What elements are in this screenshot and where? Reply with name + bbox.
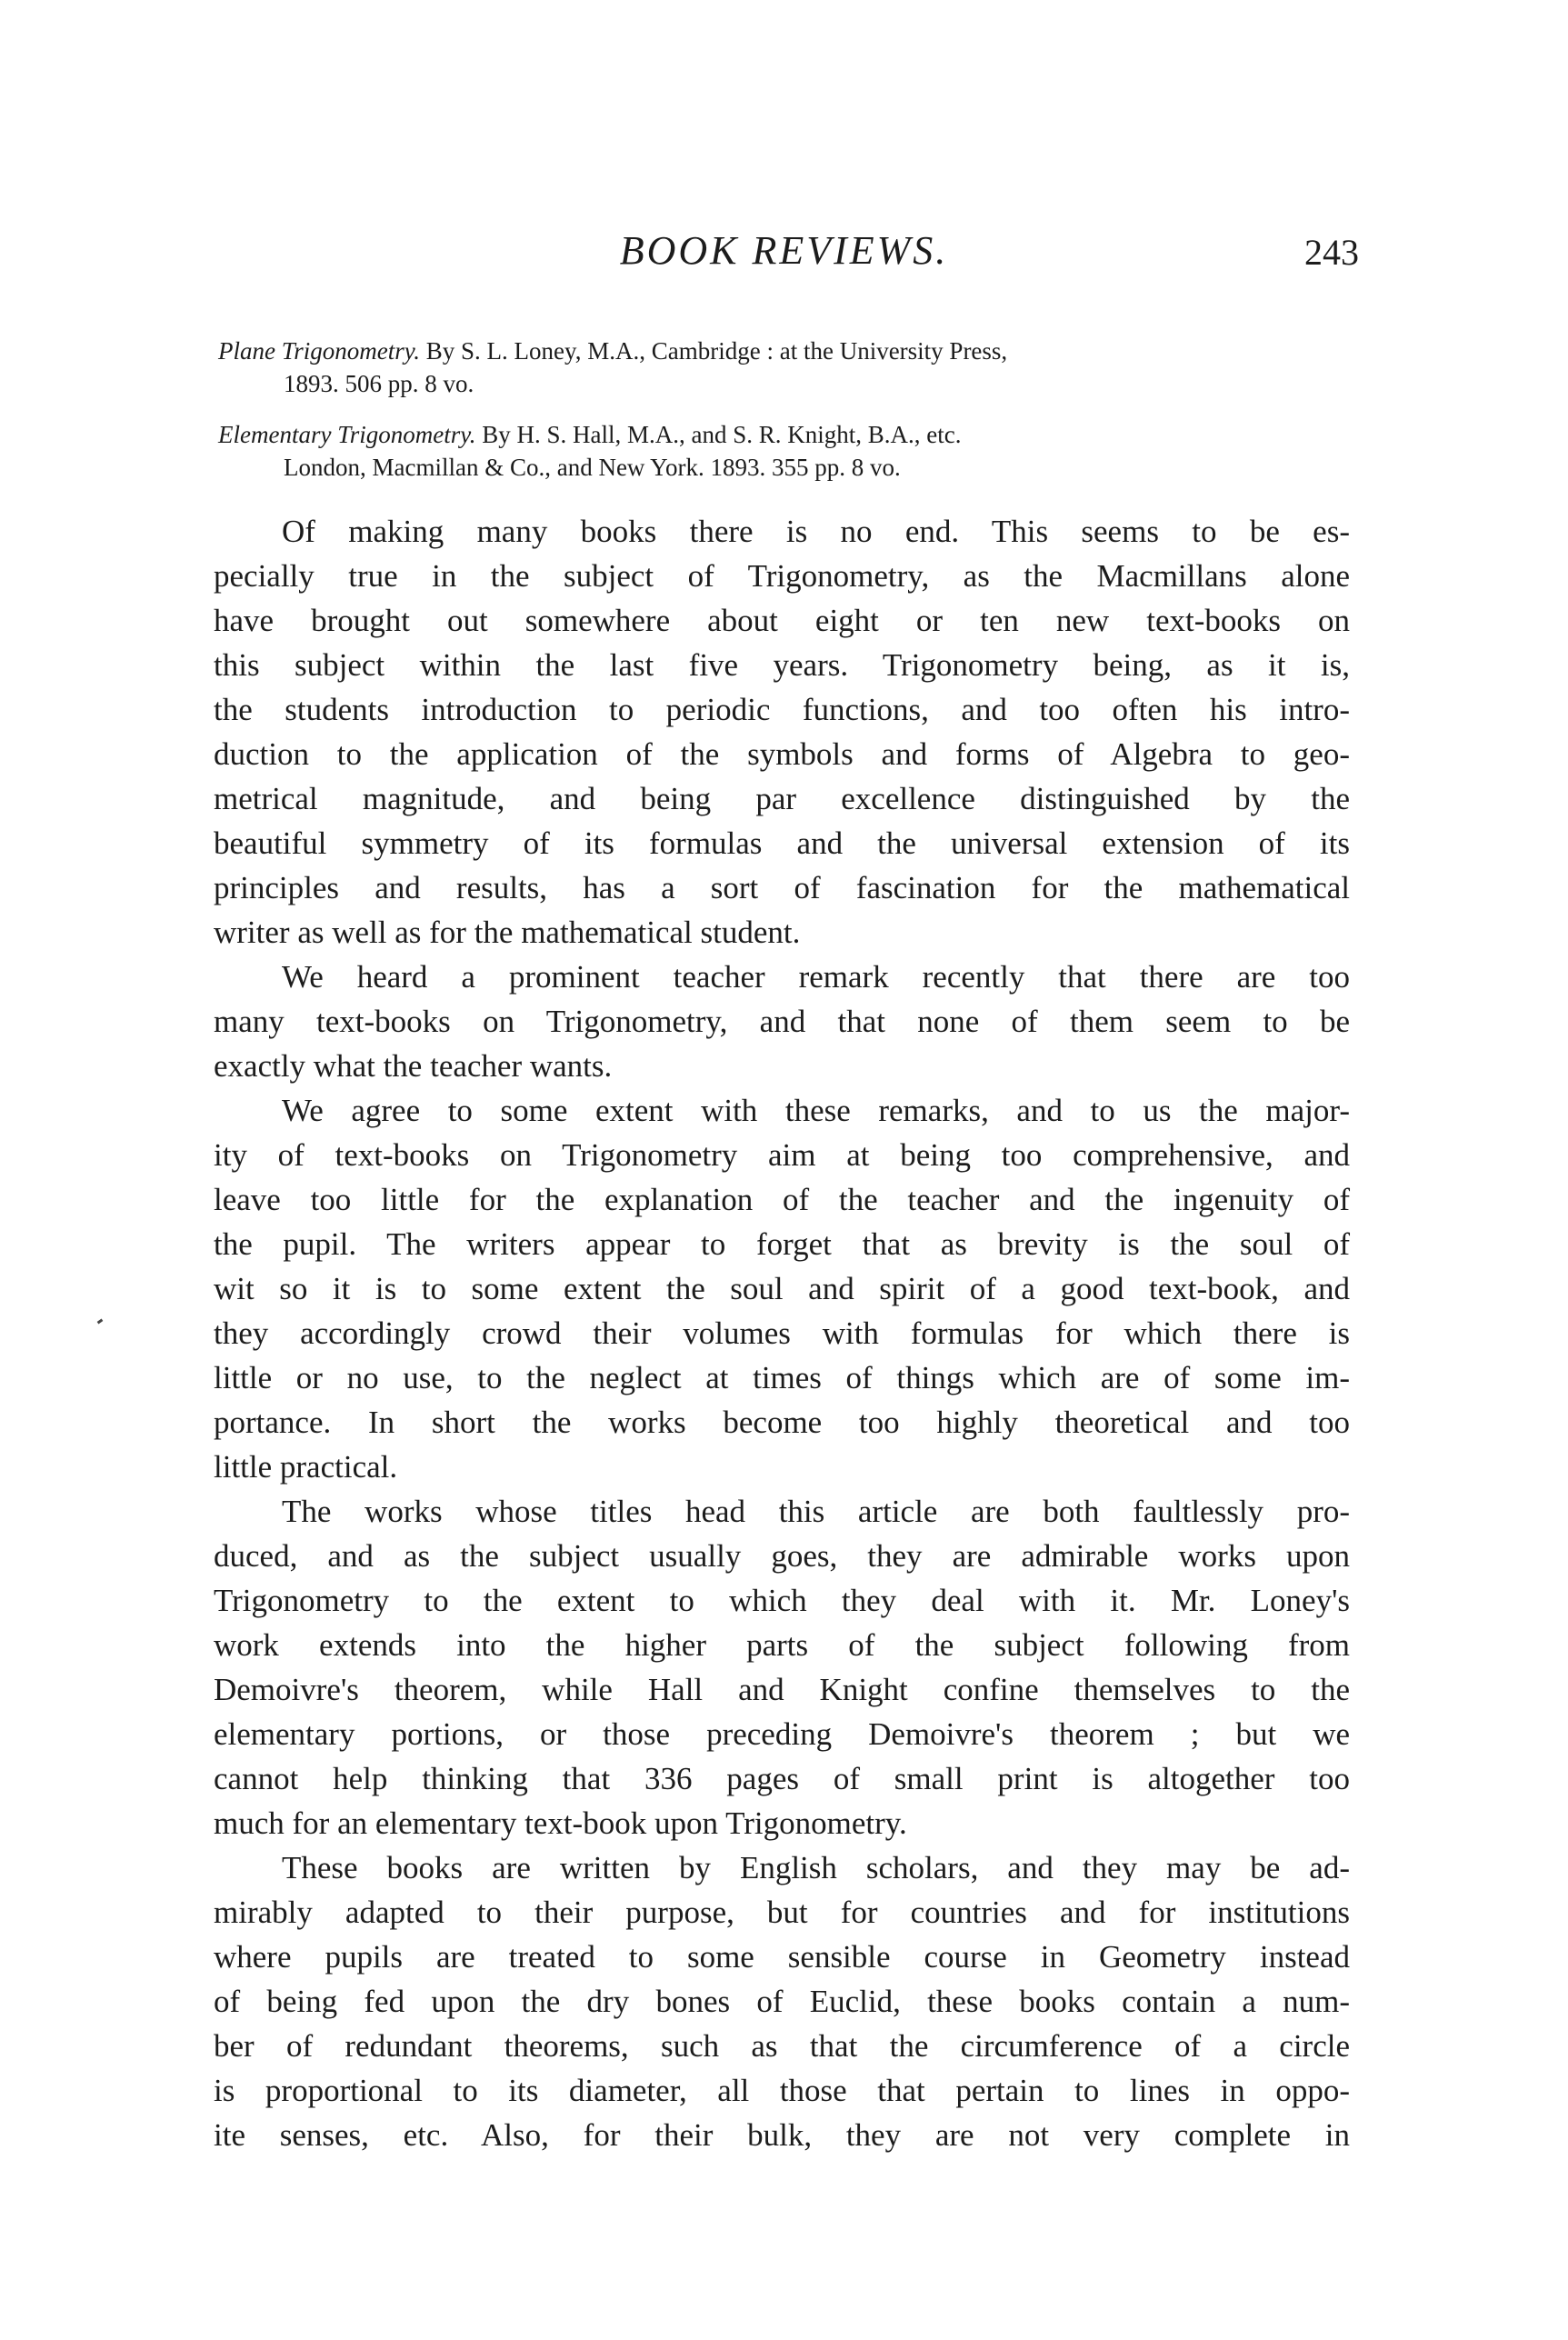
paragraph-3	[214, 1088, 1350, 1489]
text-line: The works whose titles head this article are both faultlessly pro-	[282, 1494, 1350, 1529]
text-line: We heard a prominent teacher remark recently that there are too	[282, 959, 1350, 995]
text-line: metrical magnitude, and being par excellence distinguished by the	[214, 781, 1350, 816]
text-line: little or no use, to the neglect at times of things which are of some im-	[214, 1360, 1350, 1395]
text-line: many text-books on Trigonometry, and that none of them seem to be	[214, 1004, 1350, 1039]
citation-publication: 1893. 506 pp. 8 vo.	[284, 370, 474, 397]
text-line: exactly what the teacher wants.	[214, 1048, 613, 1084]
text-line: beautiful symmetry of its formulas and the universal extension of its	[214, 825, 1350, 861]
text-line: Demoivre's theorem, while Hall and Knight confine themselves to the	[214, 1672, 1350, 1707]
text-line: duction to the application of the symbols and forms of Algebra to geo-	[214, 736, 1350, 772]
citation-loney	[218, 335, 1345, 400]
text-line: this subject within the last five years. Trigonometry being, as it is,	[214, 647, 1350, 683]
text-line: These books are written by English scholars, and they may be ad-	[282, 1850, 1350, 1885]
text-line: the pupil. The writers appear to forget that as brevity is the soul of	[214, 1226, 1350, 1262]
text-line: where pupils are treated to some sensible course in Geometry instead	[214, 1939, 1350, 1975]
paragraph-4	[214, 1489, 1350, 1845]
text-line: ite senses, etc. Also, for their bulk, they are not very complete in	[214, 2117, 1350, 2153]
text-line: principles and results, has a sort of fascination for the mathematical	[214, 870, 1350, 905]
text-line: the students introduction to periodic functions, and too often his intro-	[214, 692, 1350, 727]
running-title: BOOK REVIEWS.	[619, 228, 949, 273]
paragraph-2	[214, 955, 1350, 1088]
citation-details: By H. S. Hall, M.A., and S. R. Knight, B.A., etc.	[475, 421, 962, 448]
text-line: We agree to some extent with these remarks, and to us the major-	[282, 1093, 1350, 1128]
text-line: little practical.	[214, 1449, 398, 1485]
text-line: wit so it is to some extent the soul and spirit of a good text-book, and	[214, 1271, 1350, 1306]
paragraph-1	[214, 509, 1350, 955]
text-line: leave too little for the explanation of the teacher and the ingenuity of	[214, 1182, 1350, 1217]
text-line: writer as well as for the mathematical student.	[214, 915, 801, 950]
text-line: Trigonometry to the extent to which they deal with it. Mr. Loney's	[214, 1583, 1350, 1618]
page-header	[209, 227, 1359, 291]
text-line: of being fed upon the dry bones of Euclid, these books contain a num-	[214, 1984, 1350, 2019]
text-line: ber of redundant theorems, such as that the circumference of a circle	[214, 2028, 1350, 2064]
text-line: ity of text-books on Trigonometry aim at being too comprehensive, and	[214, 1137, 1350, 1173]
citation-title: Elementary Trigonometry.	[218, 421, 476, 448]
citation-hall-knight	[218, 418, 1345, 484]
text-line: cannot help thinking that 336 pages of small print is altogether too	[214, 1761, 1350, 1796]
paragraph-5	[214, 1845, 1350, 2157]
text-line: much for an elementary text-book upon Trigonometry.	[214, 1805, 907, 1841]
page-number: 243	[1304, 232, 1359, 273]
text-line: pecially true in the subject of Trigonometry, as the Macmillans alone	[214, 558, 1350, 594]
margin-mark	[97, 1319, 104, 1325]
text-line: duced, and as the subject usually goes, they are admirable works upon	[214, 1538, 1350, 1574]
text-line: portance. In short the works become too highly theoretical and too	[214, 1405, 1350, 1440]
citation-publication: London, Macmillan & Co., and New York. 1893. 355 pp. 8 vo.	[284, 454, 901, 481]
text-line: Of making many books there is no end. This seems to be es-	[282, 514, 1350, 549]
text-line: elementary portions, or those preceding Demoivre's theorem ; but we	[214, 1716, 1350, 1752]
text-line: mirably adapted to their purpose, but for countries and for institutions	[214, 1895, 1350, 1930]
text-line: they accordingly crowd their volumes with formulas for which there is	[214, 1315, 1350, 1351]
citation-title: Plane Trigonometry.	[218, 337, 420, 365]
text-line: have brought out somewhere about eight or ten new text-books on	[214, 603, 1350, 638]
text-line: is proportional to its diameter, all those that pertain to lines in oppo-	[214, 2073, 1350, 2108]
citation-details: By S. L. Loney, M.A., Cambridge : at the University Press,	[420, 337, 1008, 365]
text-line: work extends into the higher parts of the subject following from	[214, 1627, 1350, 1663]
